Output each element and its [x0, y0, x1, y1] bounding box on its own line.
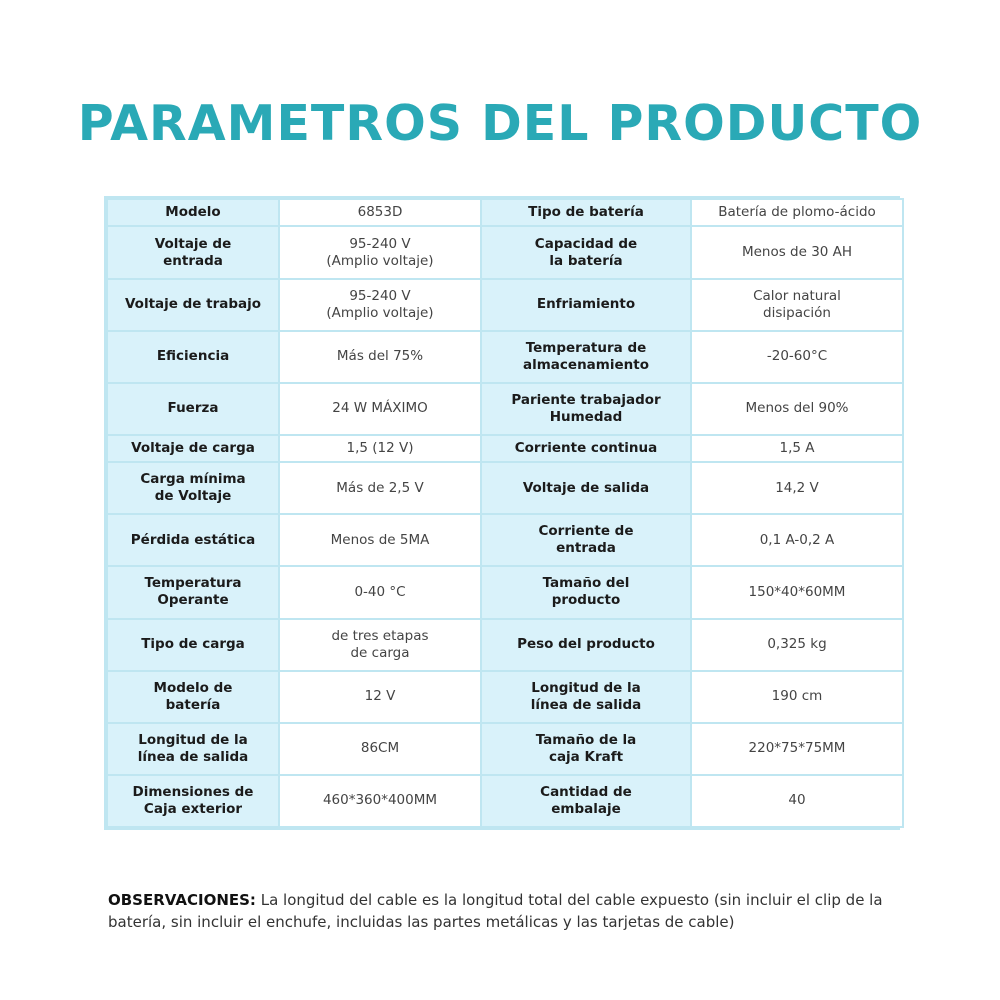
observations-label: OBSERVACIONES:: [108, 891, 256, 909]
observations-note: [108, 889, 908, 933]
param-value: 460*360*400MM: [279, 775, 481, 827]
param-label: Corriente continua: [481, 435, 691, 462]
param-label: Longitud de la línea de salida: [481, 671, 691, 723]
param-value: 220*75*75MM: [691, 723, 903, 775]
param-value: -20-60°C: [691, 331, 903, 383]
table-row: [107, 279, 903, 331]
param-value: 0,325 kg: [691, 619, 903, 671]
param-value: Batería de plomo-ácido: [691, 199, 903, 226]
param-value: 86CM: [279, 723, 481, 775]
param-label: Modelo: [107, 199, 279, 226]
param-value: 1,5 A: [691, 435, 903, 462]
table-row: [107, 331, 903, 383]
parameters-grid: [106, 198, 904, 828]
param-label: Tamaño del producto: [481, 566, 691, 618]
param-label: Tamaño de la caja Kraft: [481, 723, 691, 775]
param-label: Voltaje de salida: [481, 462, 691, 514]
param-value: 24 W MÁXIMO: [279, 383, 481, 435]
param-label: Carga mínima de Voltaje: [107, 462, 279, 514]
table-row: [107, 671, 903, 723]
param-label: Peso del producto: [481, 619, 691, 671]
param-label: Eficiencia: [107, 331, 279, 383]
table-row: [107, 462, 903, 514]
param-value: Calor natural disipación: [691, 279, 903, 331]
table-row: [107, 226, 903, 278]
table-row: [107, 566, 903, 618]
param-label: Dimensiones de Caja exterior: [107, 775, 279, 827]
param-label: Temperatura de almacenamiento: [481, 331, 691, 383]
product-parameters-table: [104, 196, 900, 830]
param-value: 190 cm: [691, 671, 903, 723]
param-value: Más de 2,5 V: [279, 462, 481, 514]
param-label: Tipo de carga: [107, 619, 279, 671]
param-label: Longitud de la línea de salida: [107, 723, 279, 775]
param-value: Menos de 30 AH: [691, 226, 903, 278]
param-label: Voltaje de carga: [107, 435, 279, 462]
param-value: 12 V: [279, 671, 481, 723]
param-label: Corriente de entrada: [481, 514, 691, 566]
param-value: 14,2 V: [691, 462, 903, 514]
param-label: Fuerza: [107, 383, 279, 435]
param-value: Menos de 5MA: [279, 514, 481, 566]
param-label: Pariente trabajador Humedad: [481, 383, 691, 435]
param-value: Menos del 90%: [691, 383, 903, 435]
table-row: [107, 199, 903, 226]
param-label: Pérdida estática: [107, 514, 279, 566]
observations-text: La longitud del cable es la longitud total del cable expuesto (sin incluir el clip de la batería, sin incluir el enchufe, incluidas las partes metálicas y las tarjetas de cable): [108, 891, 883, 931]
param-value: 95-240 V (Amplio voltaje): [279, 226, 481, 278]
param-value: 6853D: [279, 199, 481, 226]
table-row: [107, 514, 903, 566]
param-label: Tipo de batería: [481, 199, 691, 226]
param-label: Modelo de batería: [107, 671, 279, 723]
param-value: 40: [691, 775, 903, 827]
table-body: [107, 199, 903, 827]
param-value: 95-240 V (Amplio voltaje): [279, 279, 481, 331]
table-row: [107, 619, 903, 671]
param-label: Cantidad de embalaje: [481, 775, 691, 827]
param-value: 1,5 (12 V): [279, 435, 481, 462]
param-label: Voltaje de trabajo: [107, 279, 279, 331]
param-label: Voltaje de entrada: [107, 226, 279, 278]
param-value: Más del 75%: [279, 331, 481, 383]
table-row: [107, 723, 903, 775]
param-value: 0,1 A-0,2 A: [691, 514, 903, 566]
param-label: Capacidad de la batería: [481, 226, 691, 278]
param-value: 150*40*60MM: [691, 566, 903, 618]
param-label: Temperatura Operante: [107, 566, 279, 618]
table-row: [107, 435, 903, 462]
param-label: Enfriamiento: [481, 279, 691, 331]
param-value: 0-40 °C: [279, 566, 481, 618]
table-row: [107, 775, 903, 827]
page-title: PARAMETROS DEL PRODUCTO: [77, 95, 923, 152]
table-row: [107, 383, 903, 435]
param-value: de tres etapas de carga: [279, 619, 481, 671]
